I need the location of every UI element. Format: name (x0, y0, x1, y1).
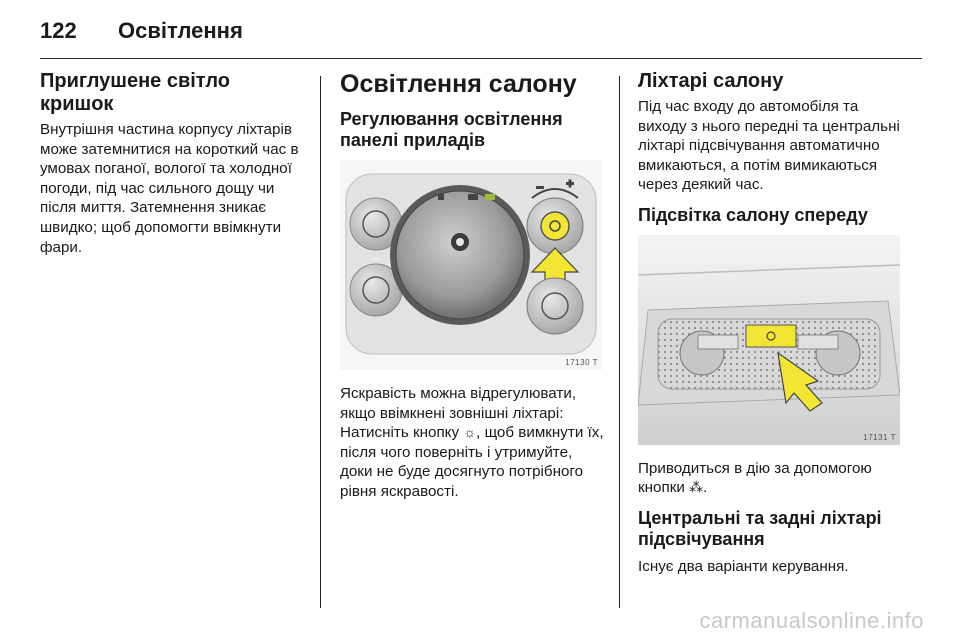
subheading-front-interior-light: Підсвітка салону спереду (638, 204, 868, 225)
column-2 (340, 70, 606, 512)
paragraph-brightness-text-1: Яскравість можна відрегулювати, якщо ввімкнені зовнішні ліхтарі: Натисніть кнопку (340, 384, 577, 442)
section-heading-interior-lighting: Освітлення салону (340, 70, 577, 98)
subheading-panel-lighting: Регулювання освітлення панелі приладів (340, 108, 563, 151)
paragraph-front-light-button (638, 459, 906, 498)
figure-light-switch-panel (340, 160, 602, 370)
page-title: Освітлення (118, 18, 243, 43)
interior-light-button-icon (638, 235, 900, 445)
paragraph-cabin-lights: Під час входу до автомобіля та виходу з нього передні та центральні ліхтарі підсвічування автоматично вмикаються, а потім вимикаються через деякий час. (638, 98, 900, 194)
page-number: 122 (40, 18, 77, 43)
light-switch-panel-icon (340, 160, 602, 370)
header-rule (40, 58, 922, 59)
paragraph-cover-fogging: Внутрішня частина корпусу ліхтарів може затемнитися на короткий час в умовах поганої, вологої та холодної погоди, під час сильного дощу чи після миття. Затемнення зникає швидко; щоб допомогти ввімкнути фари. (40, 121, 299, 256)
figure-code: 17130 T (565, 357, 598, 367)
section-heading-cabin-lights: Ліхтарі салону (638, 70, 784, 92)
page-header (40, 16, 243, 46)
figure-front-interior-light (638, 235, 900, 445)
subheading-center-rear-lights: Центральні та задні ліхтарі підсвічування (638, 507, 882, 550)
column-divider-2 (619, 76, 620, 608)
paragraph-front-light-text-1: Приводиться в дію за допомогою кнопки (638, 459, 872, 497)
paragraph-front-light-text-2: . (703, 479, 708, 497)
figure-code: 17131 T (863, 432, 896, 442)
paragraph-control-options: Існує два варіанти керування. (638, 557, 849, 575)
paragraph-brightness-text-2: , щоб вимкнути їх, після чого поверніть і утримуйте, доки не буде досягнуто потрібного рівня яскравості. (340, 424, 604, 500)
section-heading-cover-fogging: Приглушене світло кришок (40, 70, 230, 115)
interior-light-symbol-icon: ⁂ (689, 479, 704, 496)
column-3 (638, 70, 906, 587)
paragraph-brightness-adjust (340, 384, 606, 502)
dimmer-button-icon: ☼ (463, 424, 477, 441)
column-1 (40, 70, 308, 267)
watermark: carmanualsonline.info (699, 608, 924, 633)
column-divider-1 (320, 76, 321, 608)
